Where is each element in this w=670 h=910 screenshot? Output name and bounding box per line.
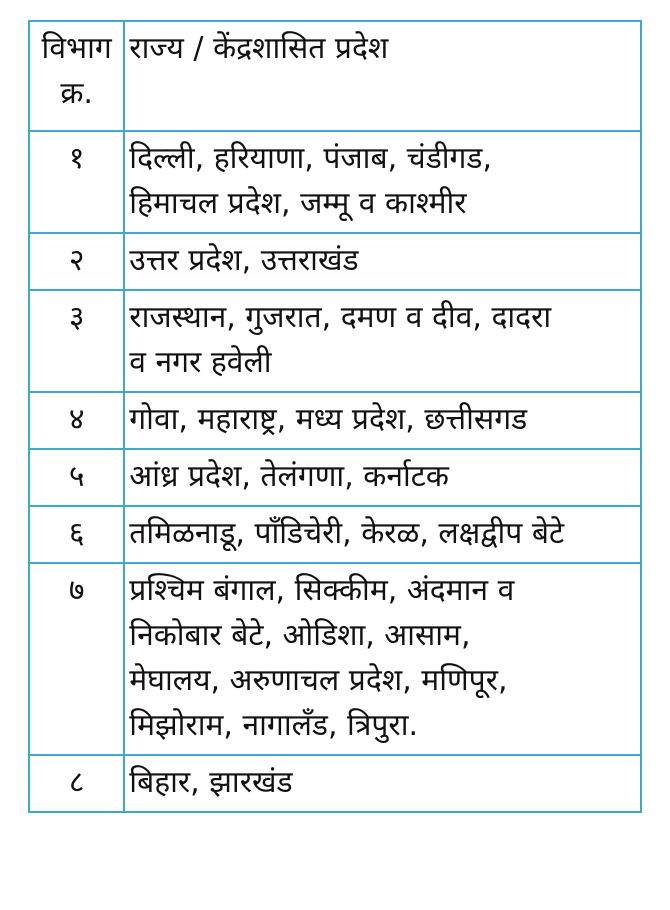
row-states-line: निकोबार बेटे, ओडिशा, आसाम,: [129, 618, 471, 653]
row-number: २: [29, 233, 124, 290]
header-division-label: विभाग: [41, 31, 112, 66]
row-states-line: हिमाचल प्रदेश, जम्मू व काश्मीर: [129, 186, 467, 221]
row-number: ७: [29, 563, 124, 755]
table-row: [29, 392, 641, 449]
table-header-row: [29, 21, 641, 131]
table-row: [29, 290, 641, 392]
table-row: [29, 755, 641, 812]
row-number: ३: [29, 290, 124, 392]
row-number: ४: [29, 392, 124, 449]
row-states: [124, 233, 641, 290]
row-states: [124, 131, 641, 233]
row-states: [124, 506, 641, 563]
row-states-line: आंध्र प्रदेश, तेलंगणा, कर्नाटक: [129, 459, 449, 494]
row-states-line: राजस्थान, गुजरात, दमण व दीव, दादरा: [129, 300, 552, 335]
row-states-line: बिहार, झारखंड: [129, 765, 293, 800]
row-states: [124, 290, 641, 392]
row-states-line: प्रश्चिम बंगाल, सिक्कीम, अंदमान व: [129, 573, 515, 608]
row-states: [124, 392, 641, 449]
row-states-line: मिझोराम, नागालँड, त्रिपुरा.: [129, 708, 418, 743]
header-division-no: [29, 21, 124, 131]
row-number: ५: [29, 449, 124, 506]
row-number: १: [29, 131, 124, 233]
table-row: [29, 233, 641, 290]
row-states: [124, 449, 641, 506]
row-states-line: तमिळनाडू, पाँडिचेरी, केरळ, लक्षद्वीप बेटे: [129, 516, 565, 551]
row-states-line: व नगर हवेली: [129, 345, 272, 380]
row-states-line: मेघालय, अरुणाचल प्रदेश, मणिपूर,: [129, 663, 508, 698]
header-number-label: क्र.: [60, 76, 93, 111]
table-row: [29, 506, 641, 563]
row-number: ८: [29, 755, 124, 812]
table-row: [29, 131, 641, 233]
row-states: [124, 755, 641, 812]
zones-table: [28, 20, 642, 813]
table-row: [29, 563, 641, 755]
row-number: ६: [29, 506, 124, 563]
row-states: [124, 563, 641, 755]
row-states-line: गोवा, महाराष्ट्र, मध्य प्रदेश, छत्तीसगड: [129, 402, 528, 437]
row-states-line: दिल्ली, हरियाणा, पंजाब, चंडीगड,: [129, 141, 492, 176]
table-row: [29, 449, 641, 506]
row-states-line: उत्तर प्रदेश, उत्तराखंड: [129, 243, 359, 278]
header-state-ut: राज्य / केंद्रशासित प्रदेश: [124, 21, 641, 131]
